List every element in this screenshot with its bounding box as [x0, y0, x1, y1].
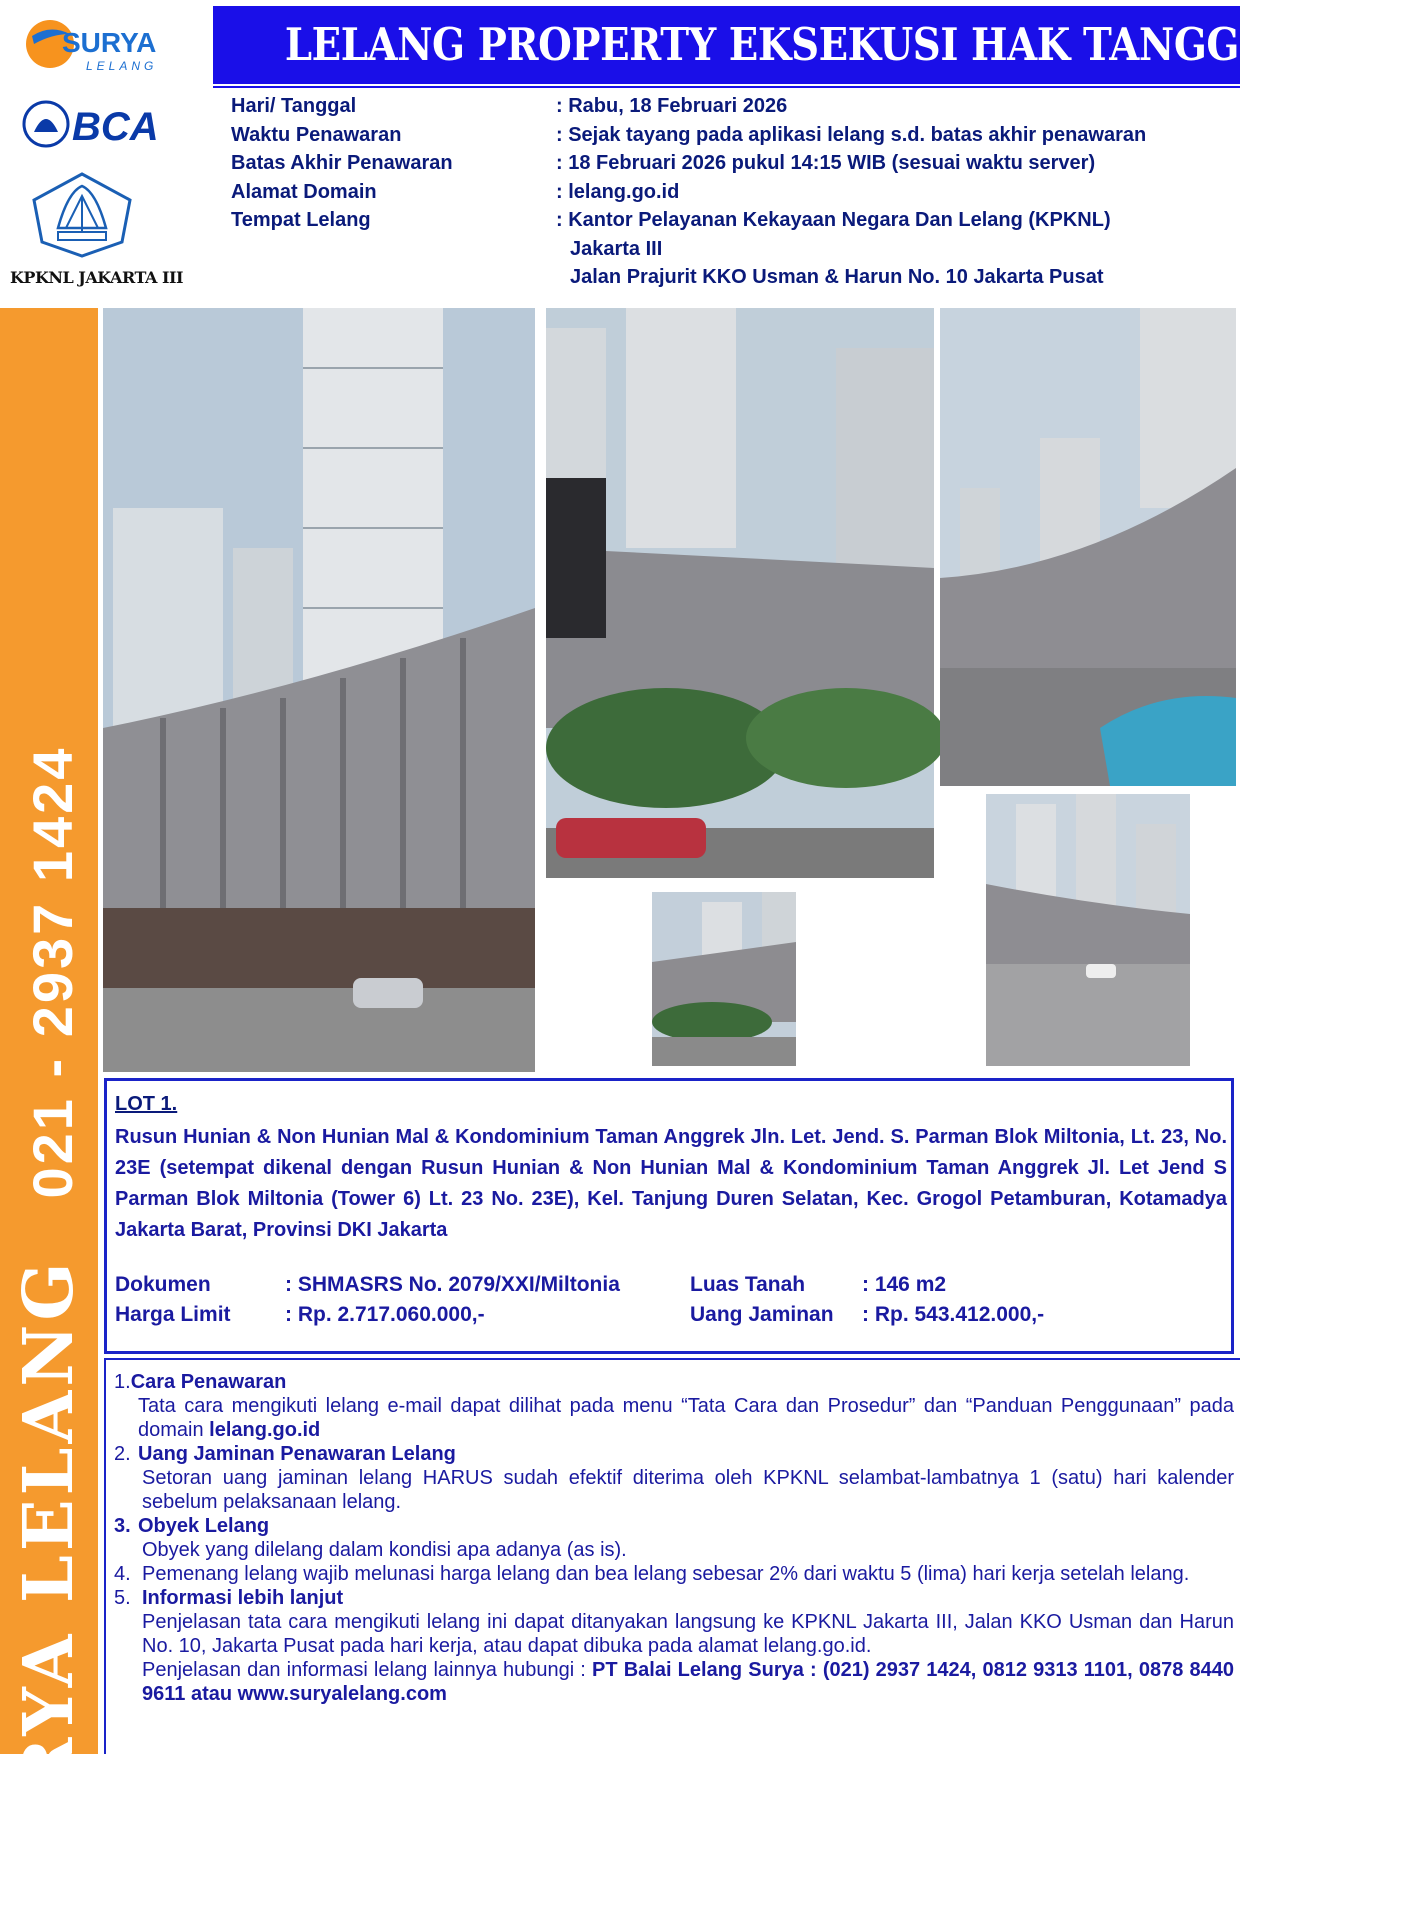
- info-label: Tempat Lelang: [231, 209, 371, 231]
- term-text: Tata cara mengikuti lelang e-mail dapat dilihat pada menu “Tata Cara dan Prosedur” dan “Panduan Penggunaan” pada domain: [138, 1395, 1234, 1441]
- info-value: : Rabu, 18 Februari 2026: [556, 95, 788, 117]
- uang-jaminan-value: : Rp. 543.412.000,-: [862, 1303, 1045, 1326]
- info-row-date: [231, 92, 1231, 121]
- info-row-venue-cont: [231, 235, 1231, 264]
- term-4: [114, 1562, 1234, 1586]
- info-row-domain: [231, 178, 1231, 207]
- side-banner-text: [9, 746, 89, 1910]
- property-photo-3: [940, 308, 1236, 786]
- terms-list: [114, 1370, 1234, 1706]
- svg-text:BCA: BCA: [72, 105, 159, 149]
- term-title: Cara Penawaran: [130, 1371, 287, 1393]
- kemenkeu-emblem-logo: [28, 170, 136, 258]
- svg-text:LELANG: LELANG: [86, 59, 158, 73]
- term-number: 1.: [114, 1371, 131, 1393]
- term-2-heading: [114, 1442, 1234, 1466]
- term-domain-link[interactable]: lelang.go.id: [209, 1419, 321, 1441]
- luas-tanah-value: : 146 m2: [862, 1273, 947, 1296]
- title-bar: [213, 6, 1405, 84]
- term-5-contact: [114, 1658, 1234, 1706]
- term-1-heading: [114, 1370, 1234, 1394]
- terms-box: [104, 1358, 1240, 1754]
- info-label: Alamat Domain: [231, 180, 377, 203]
- harga-limit-label: Harga Limit: [115, 1303, 231, 1326]
- info-value: Jakarta III: [570, 237, 663, 260]
- term-title: Uang Jaminan Penawaran Lelang: [138, 1443, 456, 1465]
- term-2-body: Setoran uang jaminan lelang HARUS sudah efektif diterima oleh KPKNL selambat-lambatnya 1 (satu) hari kalender sebelum pelaksanaan lelang.: [142, 1467, 1234, 1513]
- term-5-heading: [114, 1586, 1234, 1610]
- auction-info: [231, 92, 1231, 292]
- harga-limit-value: : Rp. 2.717.060.000,-: [285, 1303, 485, 1326]
- lot-details-box: [104, 1078, 1234, 1354]
- property-photo-main: [103, 308, 535, 1072]
- info-value: : 18 Februari 2026 pukul 14:15 WIB (sesuai waktu server): [556, 152, 1096, 174]
- info-row-deadline: [231, 149, 1231, 178]
- side-banner: [0, 308, 98, 1910]
- side-brand: SURYA LELANG: [9, 1258, 89, 1910]
- page-title: LELANG PROPERTY EKSEKUSI HAK TANGGUNGAN: [284, 18, 1405, 71]
- svg-text:SURYA: SURYA: [62, 27, 157, 58]
- info-value: Jalan Prajurit KKO Usman & Harun No. 10 Jakarta Pusat: [570, 266, 1104, 288]
- term-text: Pemenang lelang wajib melunasi harga lelang dan bea lelang sebesar 2% dari waktu 5 (lima) hari kerja setelah lelang.: [142, 1563, 1190, 1585]
- term-text: Penjelasan dan informasi lelang lainnya hubungi :: [142, 1659, 593, 1681]
- property-photo-5: [986, 794, 1190, 1066]
- info-value: : lelang.go.id: [556, 180, 680, 203]
- dokumen-label: Dokumen: [115, 1273, 211, 1296]
- kpknl-label: KPKNL JAKARTA III: [10, 268, 183, 287]
- term-1-body: [114, 1394, 1234, 1442]
- term-number: 5.: [114, 1587, 131, 1609]
- info-value: : Kantor Pelayanan Kekayaan Negara Dan Lelang (KPKNL): [556, 209, 1111, 231]
- term-title: Informasi lebih lanjut: [142, 1587, 344, 1609]
- term-number: 3.: [114, 1515, 131, 1537]
- info-value: : Sejak tayang pada aplikasi lelang s.d. batas akhir penawaran: [556, 123, 1147, 146]
- info-row-venue-address: [231, 263, 1231, 292]
- lot-description: Rusun Hunian & Non Hunian Mal & Kondominium Taman Anggrek Jln. Let. Jend. S. Parman Blok Miltonia, Lt. 23, No. 23E (setempat dikenal dengan Rusun Hunian & Non Hunian Mal & Kondominium Taman Anggrek Jl. Let Jend S Parman Blok Miltonia (Tower 6) Lt. 23 No. 23E), Kel. Tanjung Duren Selatan, Kec. Grogol Petamburan, Kotamadya Jakarta Barat, Provinsi DKI Jakarta: [115, 1126, 1227, 1241]
- info-row-offer-time: [231, 121, 1231, 150]
- info-label: Batas Akhir Penawaran: [231, 152, 453, 174]
- term-title: Obyek Lelang: [138, 1515, 270, 1537]
- property-photo-4: [652, 892, 796, 1066]
- info-label: Waktu Penawaran: [231, 123, 402, 146]
- term-number: 4.: [114, 1563, 131, 1585]
- luas-tanah-label: Luas Tanah: [690, 1273, 806, 1296]
- dokumen-value: : SHMASRS No. 2079/XXI/Miltonia: [285, 1273, 620, 1296]
- contact-info: PT Balai Lelang Surya : (021) 2937 1424, 0812 9313 1101, 0878 8440 9611 atau www.suryalelang.com: [142, 1659, 1235, 1705]
- bca-logo: [20, 96, 170, 154]
- info-label: Hari/ Tanggal: [231, 95, 357, 117]
- term-3-body: Obyek yang dilelang dalam kondisi apa adanya (as is).: [142, 1539, 627, 1561]
- property-photo-2: [546, 308, 934, 878]
- surya-lelang-logo: [20, 14, 170, 74]
- term-3-heading: [114, 1514, 1234, 1538]
- term-number: 2.: [114, 1443, 131, 1465]
- lot-title: LOT 1.: [115, 1093, 178, 1115]
- info-row-venue: [231, 206, 1231, 235]
- term-5-body: Penjelasan tata cara mengikuti lelang ini dapat ditanyakan langsung ke KPKNL Jakarta III, Jalan KKO Usman dan Harun No. 10, Jakarta Pusat pada hari kerja, atau dapat dibuka pada alamat lelang.go.id.: [142, 1611, 1234, 1657]
- side-phone: 021 - 2937 1424: [21, 745, 84, 1199]
- uang-jaminan-label: Uang Jaminan: [690, 1303, 834, 1326]
